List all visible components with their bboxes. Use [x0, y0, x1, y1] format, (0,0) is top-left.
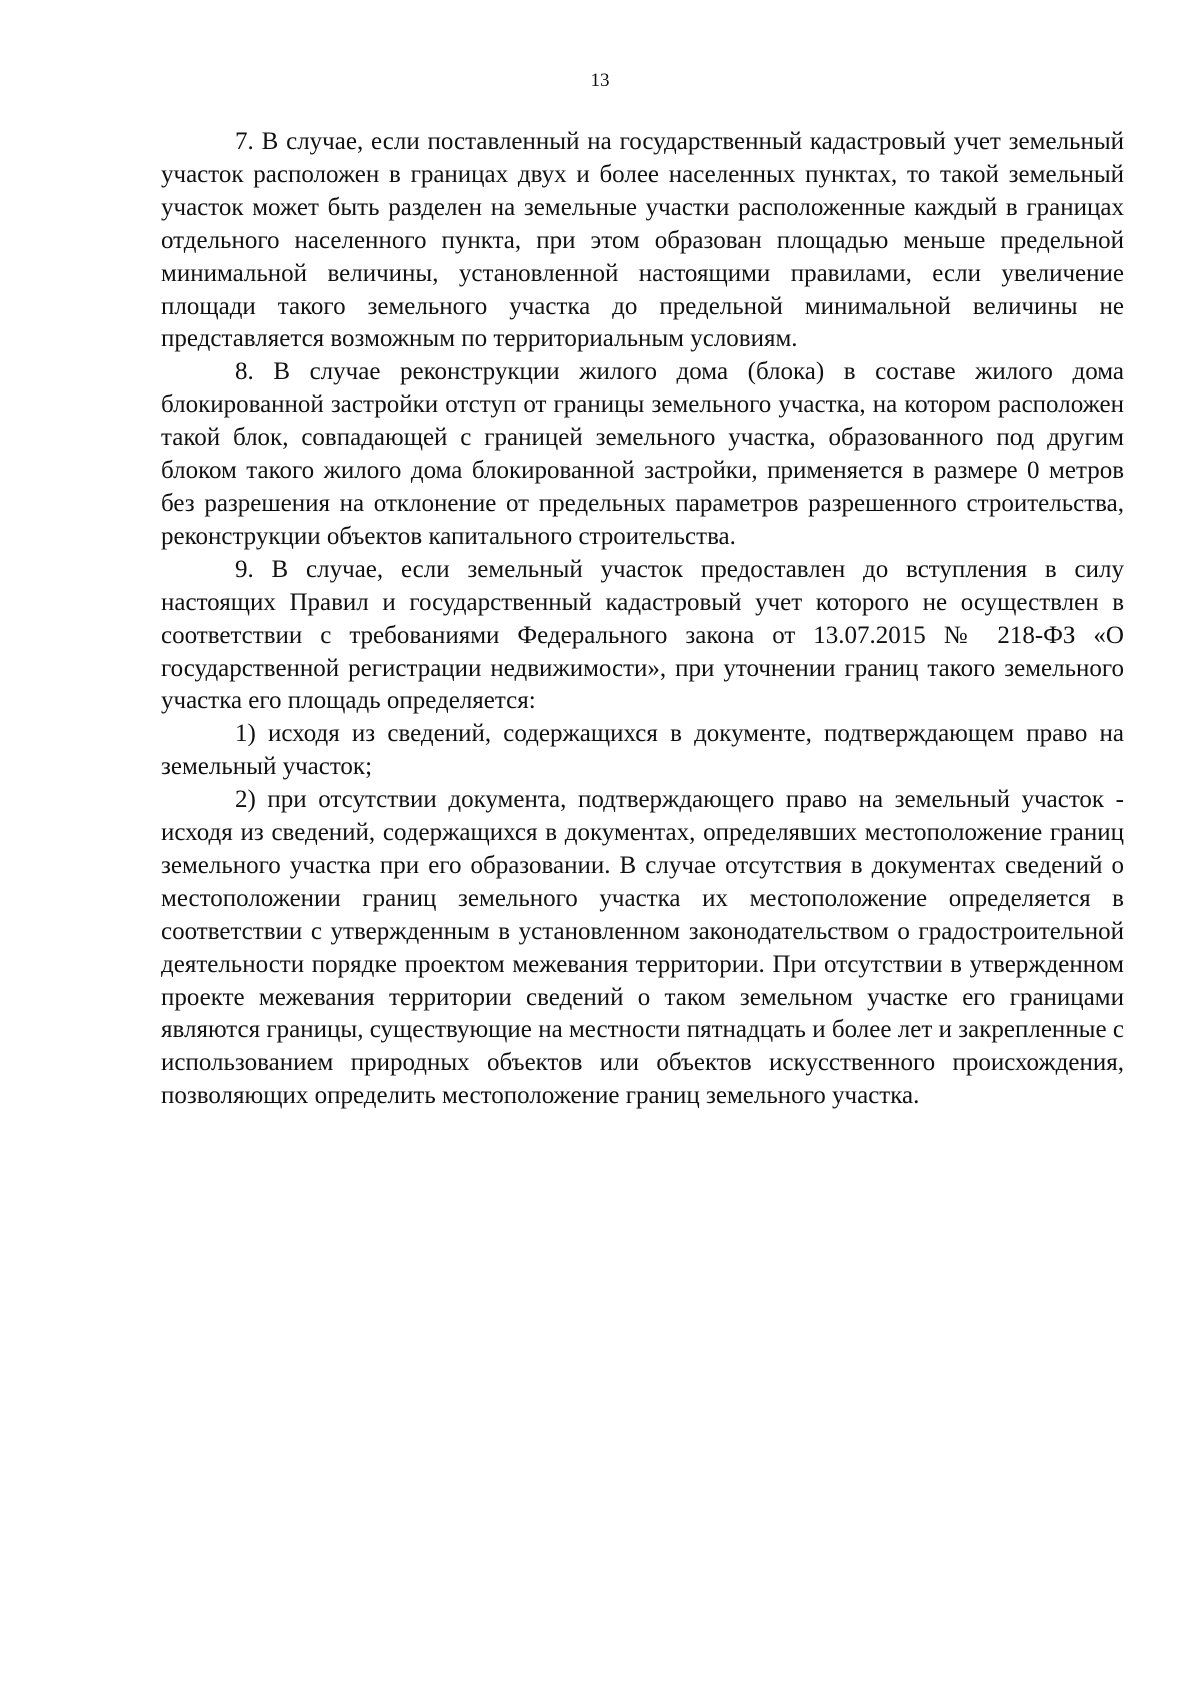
- document-body: [161, 126, 1124, 1113]
- subitem-2: 2) при отсутствии документа, подтверждающего право на земельный участок - исходя из сведений, содержащихся в документах, определявших местоположение границ земельного участка при его образовании. В случае отсутствия в документах сведений о местоположении границ земельного участка их местоположение определяется в соответствии с утвержденным в установленном законодательством о градостроительной деятельности порядке проектом межевания территории. При отсутствии в утвержденном проекте межевания территории сведений о таком земельном участке его границами являются границы, существующие на местности пятнадцать и более лет и закрепленные с использованием природных объектов или объектов искусственного происхождения, позволяющих определить местоположение границ земельного участка.: [161, 786, 1124, 1110]
- paragraph-8: 8. В случае реконструкции жилого дома (блока) в составе жилого дома блокированной застройки отступ от границы земельного участка, на котором расположен такой блок, совпадающей с границей земельного участка, образованного под другим блоком такого жилого дома блокированной застройки, применяется в размере 0 метров без разрешения на отклонение от предельных параметров разрешенного строительства, реконструкции объектов капитального строительства.: [161, 358, 1124, 550]
- subitem-1: 1) исходя из сведений, содержащихся в документе, подтверждающем право на земельный участок;: [161, 720, 1124, 781]
- paragraph-9: 9. В случае, если земельный участок предоставлен до вступления в силу настоящих Правил и государственный кадастровый учет которого не осуществлен в соответствии с требованиями Федерального закона от 13.07.2015 № 218-ФЗ «О государственной регистрации недвижимости», при уточнении границ такого земельного участка его площадь определяется:: [161, 555, 1124, 715]
- page-number: 13: [590, 70, 610, 91]
- paragraph-7: 7. В случае, если поставленный на государственный кадастровый учет земельный участок расположен в границах двух и более населенных пунктах, то такой земельный участок может быть разделен на земельные участки расположенные каждый в границах отдельного населенного пункта, при этом образован площадью меньше предельной минимальной величины, установленной настоящими правилами, если увеличение площади такого земельного участка до предельной минимальной величины не представляется возможным по территориальным условиям.: [161, 128, 1124, 353]
